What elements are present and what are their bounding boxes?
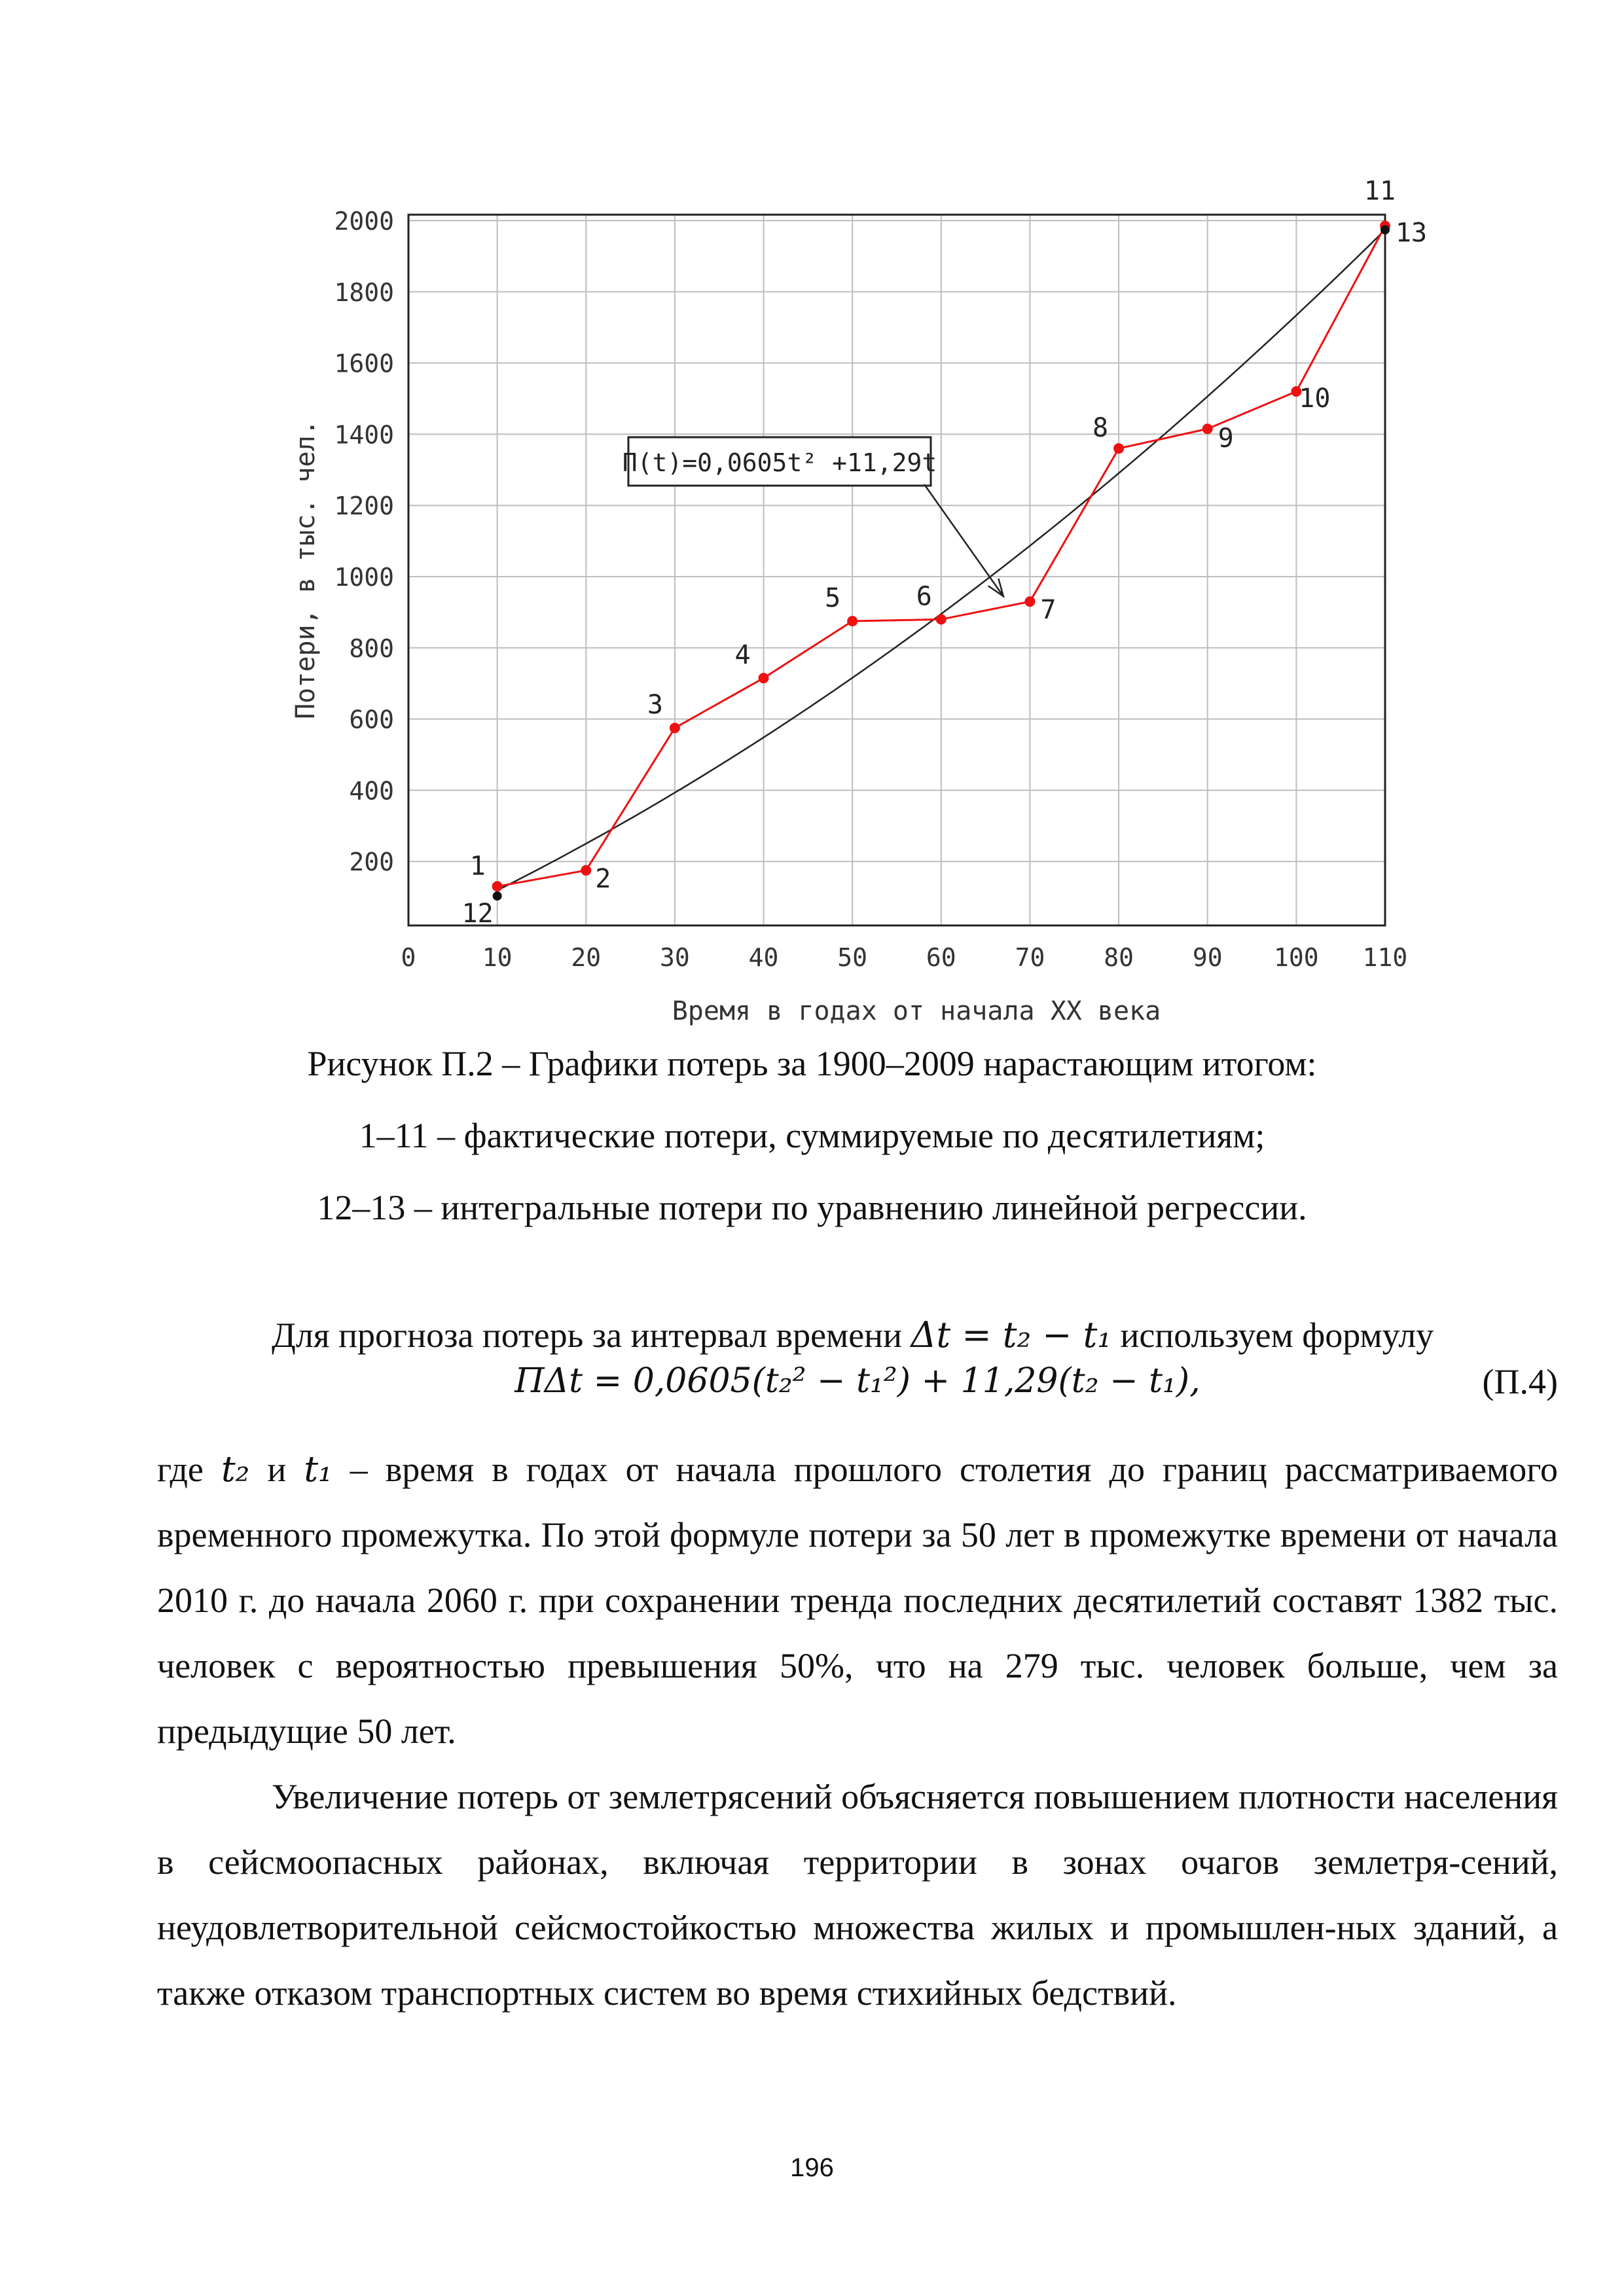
actual-point-1 — [492, 881, 503, 891]
paragraph-forecast-result — [157, 1437, 1558, 1764]
point-label-7: 7 — [1040, 595, 1056, 626]
y-tick-label: 1600 — [334, 349, 394, 378]
delta-t-formula: Δt = t₂ − t₁ — [911, 1314, 1112, 1355]
plot-frame — [408, 215, 1385, 925]
x-tick-label: 40 — [748, 943, 779, 972]
y-tick-label: 1200 — [334, 492, 394, 521]
actual-point-3 — [670, 723, 680, 733]
actual-point-5 — [847, 616, 857, 626]
figure-caption-line-1: Рисунок П.2 – Графики потерь за 1900–2009 нарастающим итогом: — [307, 1044, 1317, 1083]
t2-symbol: t₂ — [221, 1448, 250, 1490]
point-label-10: 10 — [1299, 384, 1331, 414]
actual-point-9 — [1202, 423, 1213, 434]
y-ticks — [334, 207, 394, 876]
x-tick-label: 60 — [926, 943, 956, 972]
paragraph-forecast-intro — [157, 1302, 1558, 1368]
y-tick-label: 600 — [349, 705, 394, 734]
figure-caption-line-2: 1–11 – фактические потери, суммируемые по десятилетиям; — [359, 1116, 1265, 1155]
formula-annotation-text: П(t)=0,0605t² +11,29t — [622, 448, 937, 477]
y-tick-label: 200 — [349, 848, 394, 877]
x-tick-label: 20 — [571, 943, 602, 972]
point-label-2: 2 — [595, 863, 611, 894]
point-label-3: 3 — [647, 690, 663, 721]
point-label-4: 4 — [734, 640, 751, 671]
page-number: 196 — [790, 2153, 834, 2182]
para1-text-b: используем формулу — [1111, 1316, 1434, 1355]
regression-point-12 — [493, 891, 502, 901]
point-label-8: 8 — [1092, 413, 1109, 444]
y-tick-label: 1400 — [334, 420, 394, 450]
actual-point-6 — [936, 614, 947, 624]
x-tick-label: 80 — [1104, 943, 1134, 972]
x-tick-label: 90 — [1192, 943, 1223, 972]
para2-and: и — [249, 1450, 304, 1489]
paragraph-loss-increase: Увеличение потерь от землетрясений объясняется повышением плотности населения в сейсмоопасных районах, включая территории в зонах очагов землетря-сений, неудовлетворительной сейсмостойкостью множества жилых и промышлен-ных зданий, а также отказом транспортных систем во время стихийных бедствий. — [157, 1777, 1558, 2013]
point-label-12: 12 — [461, 898, 494, 929]
y-tick-label: 2000 — [334, 207, 394, 236]
point-label-5: 5 — [825, 583, 841, 613]
x-tick-label: 30 — [660, 943, 690, 972]
y-tick-label: 400 — [349, 776, 394, 806]
figure-caption-line-3: 12–13 – интегральные потери по уравнению линейной регрессии. — [317, 1188, 1307, 1227]
actual-loss-points — [470, 176, 1396, 894]
point-label-13: 13 — [1395, 218, 1428, 249]
formula-annotation — [623, 437, 1003, 596]
regression-point-13 — [1380, 225, 1390, 234]
x-tick-label: 70 — [1015, 943, 1045, 972]
actual-point-7 — [1024, 596, 1035, 607]
actual-point-4 — [759, 673, 769, 683]
actual-point-8 — [1113, 443, 1124, 454]
point-label-6: 6 — [916, 581, 932, 612]
grid — [408, 215, 1385, 925]
x-axis-label: Время в годах от начала XX века — [672, 996, 1161, 1026]
formula-number: (П.4) — [1482, 1362, 1558, 1401]
x-tick-label: 10 — [482, 943, 513, 972]
actual-point-2 — [581, 865, 591, 876]
formula-arrow — [924, 484, 1003, 596]
point-label-9: 9 — [1218, 423, 1234, 454]
t1-symbol: t₁ — [304, 1448, 333, 1490]
loss-chart — [262, 157, 1440, 1034]
point-label-1: 1 — [469, 851, 486, 882]
x-tick-label: 110 — [1362, 943, 1408, 972]
para1-text-a: Для прогноза потерь за интервал времени — [272, 1316, 911, 1355]
x-tick-label: 100 — [1274, 943, 1319, 972]
point-label-11: 11 — [1363, 176, 1396, 207]
y-tick-label: 800 — [349, 634, 394, 663]
x-tick-label: 50 — [837, 943, 868, 972]
x-tick-label: 0 — [401, 943, 416, 972]
para2-text-b: – время в годах от начала прошлого столетия до границ рассматриваемого временного промежутка. По этой формуле потери за 50 лет в промежутке времени от начала 2010 г. до начала 2060 г. при сохранении тренда последних десятилетий составят 1382 тыс. человек с вероятностью превышения 50%, что на 279 тыс. человек больше, чем за предыдущие 50 лет. — [157, 1450, 1558, 1751]
formula-p4 — [157, 1361, 1558, 1420]
y-tick-label: 1000 — [334, 563, 394, 592]
y-axis-label: Потери, в тыс. чел. — [291, 420, 321, 719]
formula-expression: ПΔt = 0,0605(t₂² − t₁²) + 11,29(t₂ − t₁), — [514, 1361, 1200, 1401]
x-ticks — [401, 943, 1408, 972]
y-tick-label: 1800 — [334, 278, 394, 307]
para2-text-a: где — [157, 1450, 221, 1489]
regression-points — [462, 218, 1428, 929]
